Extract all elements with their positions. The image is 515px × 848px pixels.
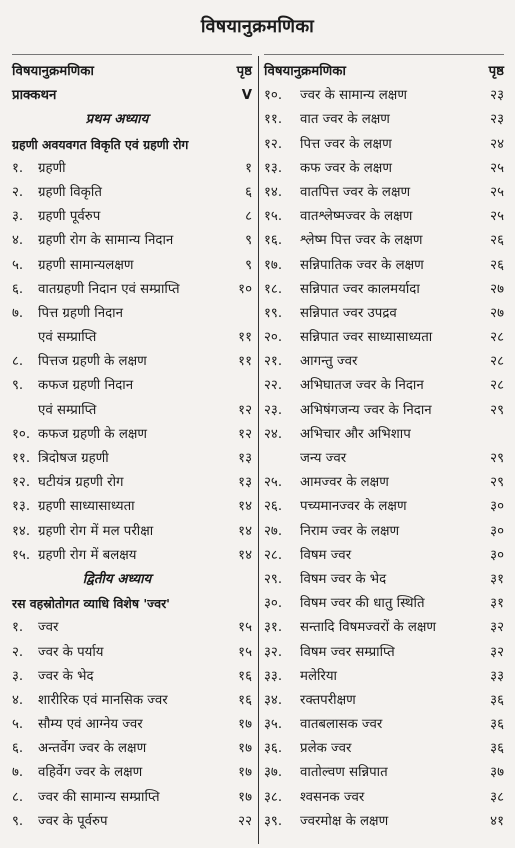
entry-title: शारीरिक एवं मानसिक ज्वर [38, 692, 168, 708]
toc-entry [264, 229, 504, 253]
entry-page: ३० [490, 499, 504, 515]
entry-title: ग्रहणी साध्यासाध्यता [38, 499, 135, 515]
entry-page: १७ [238, 789, 252, 805]
entry-title: वातोल्वण सन्निपात [300, 765, 388, 781]
entry-number: २५. [264, 475, 283, 491]
entry-page: ३२ [490, 620, 504, 636]
entry-page: १७ [238, 717, 252, 733]
toc-entry [12, 641, 252, 665]
entry-number: १७. [264, 257, 283, 273]
chapter-heading: प्रथम अध्याय [85, 112, 149, 128]
toc-entry [264, 84, 504, 108]
left-header-rule [12, 54, 252, 55]
entry-page: ९ [245, 233, 252, 249]
entry-number: १५. [264, 209, 283, 225]
toc-entry [12, 205, 252, 229]
entry-page: २९ [490, 451, 504, 466]
entry-title: श्वसनक ज्वर [300, 789, 365, 805]
toc-entry [264, 786, 504, 810]
toc-entry [264, 544, 504, 568]
entry-title: विषम ज्वर सम्प्राप्ति [300, 644, 395, 660]
entry-title: सन्निपात ज्वर कालमर्यादा [300, 281, 420, 297]
toc-entry [264, 399, 504, 423]
entry-page: ११ [238, 354, 252, 370]
left-entries [12, 84, 252, 834]
entry-number: ३७. [264, 765, 283, 781]
entry-page: २३ [490, 112, 504, 128]
entry-title: पच्यमानज्वर के लक्षण [300, 499, 407, 515]
entry-title: वात ज्वर के लक्षण [300, 112, 390, 128]
entry-number: १९. [264, 305, 283, 321]
right-entries [264, 84, 504, 834]
entry-title: ज्वर [38, 620, 59, 636]
chapter-heading: द्वितीय अध्याय [82, 571, 152, 587]
entry-page: १३ [238, 451, 252, 466]
right-header-rule [264, 54, 504, 55]
toc-entry [12, 616, 252, 640]
entry-title: सन्निपात ज्वर उपद्रव [300, 305, 397, 321]
toc-entry-continuation [12, 399, 252, 423]
entry-number: ३. [12, 668, 24, 684]
entry-title: ग्रहणी पूर्वरुप [38, 209, 101, 225]
entry-title: कफज ग्रहणी निदान [38, 378, 134, 394]
entry-page: १४ [238, 547, 252, 563]
entry-title: ज्वर के पूर्वरुप [38, 813, 108, 829]
entry-page: २८ [490, 354, 504, 370]
toc-entry [264, 374, 504, 398]
entry-number: ८. [12, 354, 24, 370]
entry-page: १४ [238, 499, 252, 515]
entry-title: सन्निपातिक ज्वर के लक्षण [300, 257, 424, 273]
entry-title: एवं सम्प्राप्ति [38, 330, 97, 346]
entry-page: ८ [245, 209, 252, 225]
entry-title: अन्तर्वेग ज्वर के लक्षण [38, 741, 147, 757]
entry-page: ११ [238, 330, 252, 346]
toc-entry [264, 592, 504, 616]
entry-page: २५ [490, 160, 504, 176]
entry-title: अभिषंगजन्य ज्वर के निदान [300, 402, 432, 418]
entry-number: १२. [264, 136, 283, 152]
entry-title: सन्निपात ज्वर साध्यासाध्यता [300, 330, 433, 346]
entry-number: ३३. [264, 668, 283, 684]
entry-number: १३. [264, 160, 283, 176]
toc-entry [12, 229, 252, 253]
entry-number: ३६. [264, 741, 283, 757]
entry-title: ग्रहणी रोग में बलक्षय [38, 547, 137, 563]
entry-number: २४. [264, 426, 283, 442]
header-page-label: पृष्ठ [236, 64, 252, 79]
toc-entry [12, 350, 252, 374]
entry-page: ३८ [490, 789, 504, 805]
entry-title: रक्तपरीक्षण [300, 692, 356, 708]
entry-title: त्रिदोषज ग्रहणी [38, 451, 109, 466]
entry-title: एवं सम्प्राप्ति [38, 402, 97, 418]
entry-title: पित्तज ग्रहणी के लक्षण [38, 354, 147, 370]
toc-entry [12, 713, 252, 737]
entry-title: वहिर्वेग ज्वर के लक्षण [38, 765, 143, 781]
entry-page: ३० [490, 547, 504, 563]
toc-entry [264, 302, 504, 326]
entry-title: ज्वर के सामान्य लक्षण [300, 88, 407, 104]
entry-page: ३३ [490, 668, 504, 684]
entry-page: २६ [490, 257, 504, 273]
entry-title: विषम ज्वर के भेद [300, 571, 387, 587]
entry-page: १५ [238, 620, 252, 636]
entry-number: १. [12, 620, 24, 636]
entry-title: मलेरिया [300, 668, 338, 684]
entry-title: कफ ज्वर के लक्षण [300, 160, 392, 176]
entry-title: ग्रहणी विकृति [38, 184, 102, 200]
entry-number: ११. [12, 451, 31, 466]
entry-page: १६ [238, 668, 252, 684]
entry-number: ६. [12, 281, 24, 297]
entry-title: विषम ज्वर [300, 547, 352, 563]
toc-entry [12, 447, 252, 471]
entry-title: ज्वर के भेद [38, 668, 94, 684]
entry-title: वातबलासक ज्वर [300, 717, 383, 733]
toc-entry [264, 665, 504, 689]
toc-entry [264, 471, 504, 495]
toc-entry [12, 689, 252, 713]
entry-number: १६. [264, 233, 283, 249]
toc-entry [264, 737, 504, 761]
entry-page: ३६ [490, 741, 504, 757]
entry-page: २७ [490, 281, 504, 297]
entry-number: ६. [12, 741, 24, 757]
toc-entry [12, 810, 252, 834]
toc-entry [264, 157, 504, 181]
entry-number: १५. [12, 547, 31, 563]
entry-page: १ [245, 160, 252, 176]
entry-page: १७ [238, 765, 252, 781]
entry-title: सन्तादि विषमज्वरों के लक्षण [300, 620, 437, 636]
toc-entry [264, 205, 504, 229]
entry-number: १३. [12, 499, 31, 515]
entry-title: पित्त ज्वर के लक्षण [300, 136, 392, 152]
toc-entry [12, 520, 252, 544]
toc-entry [264, 423, 504, 447]
entry-page: २३ [490, 88, 504, 104]
header-page-label: पृष्ठ [488, 64, 504, 79]
entry-number: २१. [264, 354, 283, 370]
toc-entry [264, 181, 504, 205]
toc-entry [12, 302, 252, 326]
entry-title: वातपित्त ज्वर के लक्षण [300, 184, 411, 200]
entry-number: ५. [12, 717, 24, 733]
entry-number: २. [12, 644, 24, 660]
page-title: विषयानुक्रमणिका [200, 16, 315, 37]
entry-number: ३०. [264, 596, 283, 612]
entry-title: जन्य ज्वर [300, 451, 347, 466]
toc-entry [12, 278, 252, 302]
entry-title: कफज ग्रहणी के लक्षण [38, 426, 148, 442]
entry-page: १० [238, 281, 252, 297]
entry-page: ३७ [490, 765, 504, 781]
toc-entry [264, 810, 504, 834]
toc-entry [12, 665, 252, 689]
right-column [264, 60, 504, 834]
toc-entry [12, 495, 252, 519]
entry-page: V [241, 88, 252, 104]
entry-page: ६ [245, 184, 252, 200]
entry-title: निराम ज्वर के लक्षण [300, 523, 400, 539]
entry-number: ४. [12, 692, 24, 708]
entry-number: ८. [12, 789, 24, 805]
entry-number: ४. [12, 233, 24, 249]
toc-entry [264, 350, 504, 374]
toc-entry [264, 761, 504, 785]
toc-entry [264, 568, 504, 592]
entry-page: २४ [490, 136, 504, 152]
entry-number: ७. [12, 765, 24, 781]
entry-title: प्रलेक ज्वर [300, 741, 352, 757]
entry-title: वातग्रहणी निदान एवं सम्प्राप्ति [38, 281, 180, 297]
toc-entry [264, 495, 504, 519]
entry-number: २९. [264, 571, 283, 587]
entry-number: २३. [264, 402, 283, 418]
entry-page: १२ [238, 402, 252, 418]
toc-entry [12, 374, 252, 398]
toc-entry [264, 133, 504, 157]
toc-entry [12, 423, 252, 447]
toc-entry [264, 254, 504, 278]
entry-number: ३१. [264, 620, 283, 636]
toc-entry [264, 278, 504, 302]
entry-page: १५ [238, 644, 252, 660]
toc-entry [264, 108, 504, 132]
toc-entry [12, 737, 252, 761]
entry-title: घटीयंत्र ग्रहणी रोग [38, 475, 124, 491]
toc-entry [12, 157, 252, 181]
entry-number: ३४. [264, 692, 283, 708]
entry-page: ३२ [490, 644, 504, 660]
entry-number: २०. [264, 330, 283, 346]
toc-entry [264, 326, 504, 350]
entry-page: १६ [238, 692, 252, 708]
entry-number: ३९. [264, 813, 283, 829]
entry-title: ज्वर की सामान्य सम्प्राप्ति [38, 789, 160, 805]
entry-page: ३६ [490, 717, 504, 733]
entry-number: ३५. [264, 717, 283, 733]
entry-page: २२ [238, 813, 252, 829]
entry-title: वातश्लेष्मज्वर के लक्षण [300, 209, 413, 225]
entry-title: आगन्तु ज्वर [300, 354, 358, 370]
column-divider [258, 56, 259, 844]
right-column-header [264, 60, 504, 84]
entry-page: २७ [490, 305, 504, 321]
entry-page: ३६ [490, 692, 504, 708]
entry-page: १२ [238, 426, 252, 442]
entry-title: विषम ज्वर की धातु स्थिति [300, 596, 425, 612]
entry-number: २६. [264, 499, 283, 515]
toc-entry [264, 641, 504, 665]
entry-title: ज्वरमोक्ष के लक्षण [300, 813, 389, 829]
entry-title: सौम्य एवं आग्नेय ज्वर [38, 717, 143, 733]
entry-number: १०. [264, 88, 283, 104]
entry-title: ग्रहणी रोग में मल परीक्षा [38, 523, 154, 539]
entry-number: २२. [264, 378, 283, 394]
entry-number: १४. [12, 523, 31, 539]
entry-title: श्लेष्म पित्त ज्वर के लक्षण [300, 233, 423, 249]
entry-page: २६ [490, 233, 504, 249]
entry-number: १२. [12, 475, 31, 491]
entry-page: २५ [490, 209, 504, 225]
entry-page: २९ [490, 475, 504, 491]
entry-number: ९. [12, 813, 24, 829]
entry-number: २. [12, 184, 24, 200]
toc-entry-continuation [264, 447, 504, 471]
entry-page: २९ [490, 402, 504, 418]
entry-number: ३२. [264, 644, 283, 660]
entry-page: ४१ [490, 813, 504, 829]
toc-entry [264, 689, 504, 713]
entry-page: २८ [490, 378, 504, 394]
entry-title: पित्त ग्रहणी निदान [38, 305, 123, 321]
toc-entry [12, 544, 252, 568]
header-label: विषयानुक्रमणिका [12, 64, 94, 79]
toc-entry [264, 616, 504, 640]
toc-entry [12, 254, 252, 278]
entry-page: २५ [490, 184, 504, 200]
entry-title: ग्रहणी सामान्यलक्षण [38, 257, 134, 273]
entry-number: १४. [264, 184, 283, 200]
entry-number: ११. [264, 112, 283, 128]
entry-page: १३ [238, 475, 252, 491]
entry-title: प्राक्कथन [12, 88, 57, 104]
entry-title: ज्वर के पर्याय [38, 644, 104, 660]
entry-page: ३० [490, 523, 504, 539]
entry-page: ३१ [490, 571, 504, 587]
entry-number: ५. [12, 257, 24, 273]
entry-title: आमज्वर के लक्षण [300, 475, 389, 491]
entry-page: ३१ [490, 596, 504, 612]
toc-entry-continuation [12, 326, 252, 350]
toc-entry [264, 713, 504, 737]
entry-number: २७. [264, 523, 283, 539]
entry-page: १४ [238, 523, 252, 539]
left-column [12, 60, 252, 834]
toc-entry [12, 181, 252, 205]
entry-number: ७. [12, 305, 24, 321]
entry-title: अभिघातज ज्वर के निदान [300, 378, 424, 394]
left-column-header [12, 60, 252, 84]
chapter-subheading: रस वहस्रोतोगत व्याधि विशेष 'ज्वर' [12, 596, 170, 612]
chapter-subheading: ग्रहणी अवयवगत विकृति एवं ग्रहणी रोग [12, 136, 189, 152]
entry-number: ३८. [264, 789, 283, 805]
entry-page: ९ [245, 257, 252, 273]
entry-number: १०. [12, 426, 31, 442]
entry-number: ३. [12, 209, 24, 225]
entry-page: २८ [490, 330, 504, 346]
entry-title: अभिचार और अभिशाप [300, 426, 411, 442]
entry-title: ग्रहणी [38, 160, 66, 176]
toc-entry [12, 84, 252, 108]
entry-number: १८. [264, 281, 283, 297]
entry-number: ९. [12, 378, 24, 394]
entry-number: २८. [264, 547, 283, 563]
toc-entry [12, 471, 252, 495]
toc-entry [264, 520, 504, 544]
entry-number: १. [12, 160, 24, 176]
entry-page: १७ [238, 741, 252, 757]
toc-entry [12, 786, 252, 810]
toc-entry [12, 761, 252, 785]
entry-title: ग्रहणी रोग के सामान्य निदान [38, 233, 174, 249]
header-label: विषयानुक्रमणिका [264, 64, 346, 79]
